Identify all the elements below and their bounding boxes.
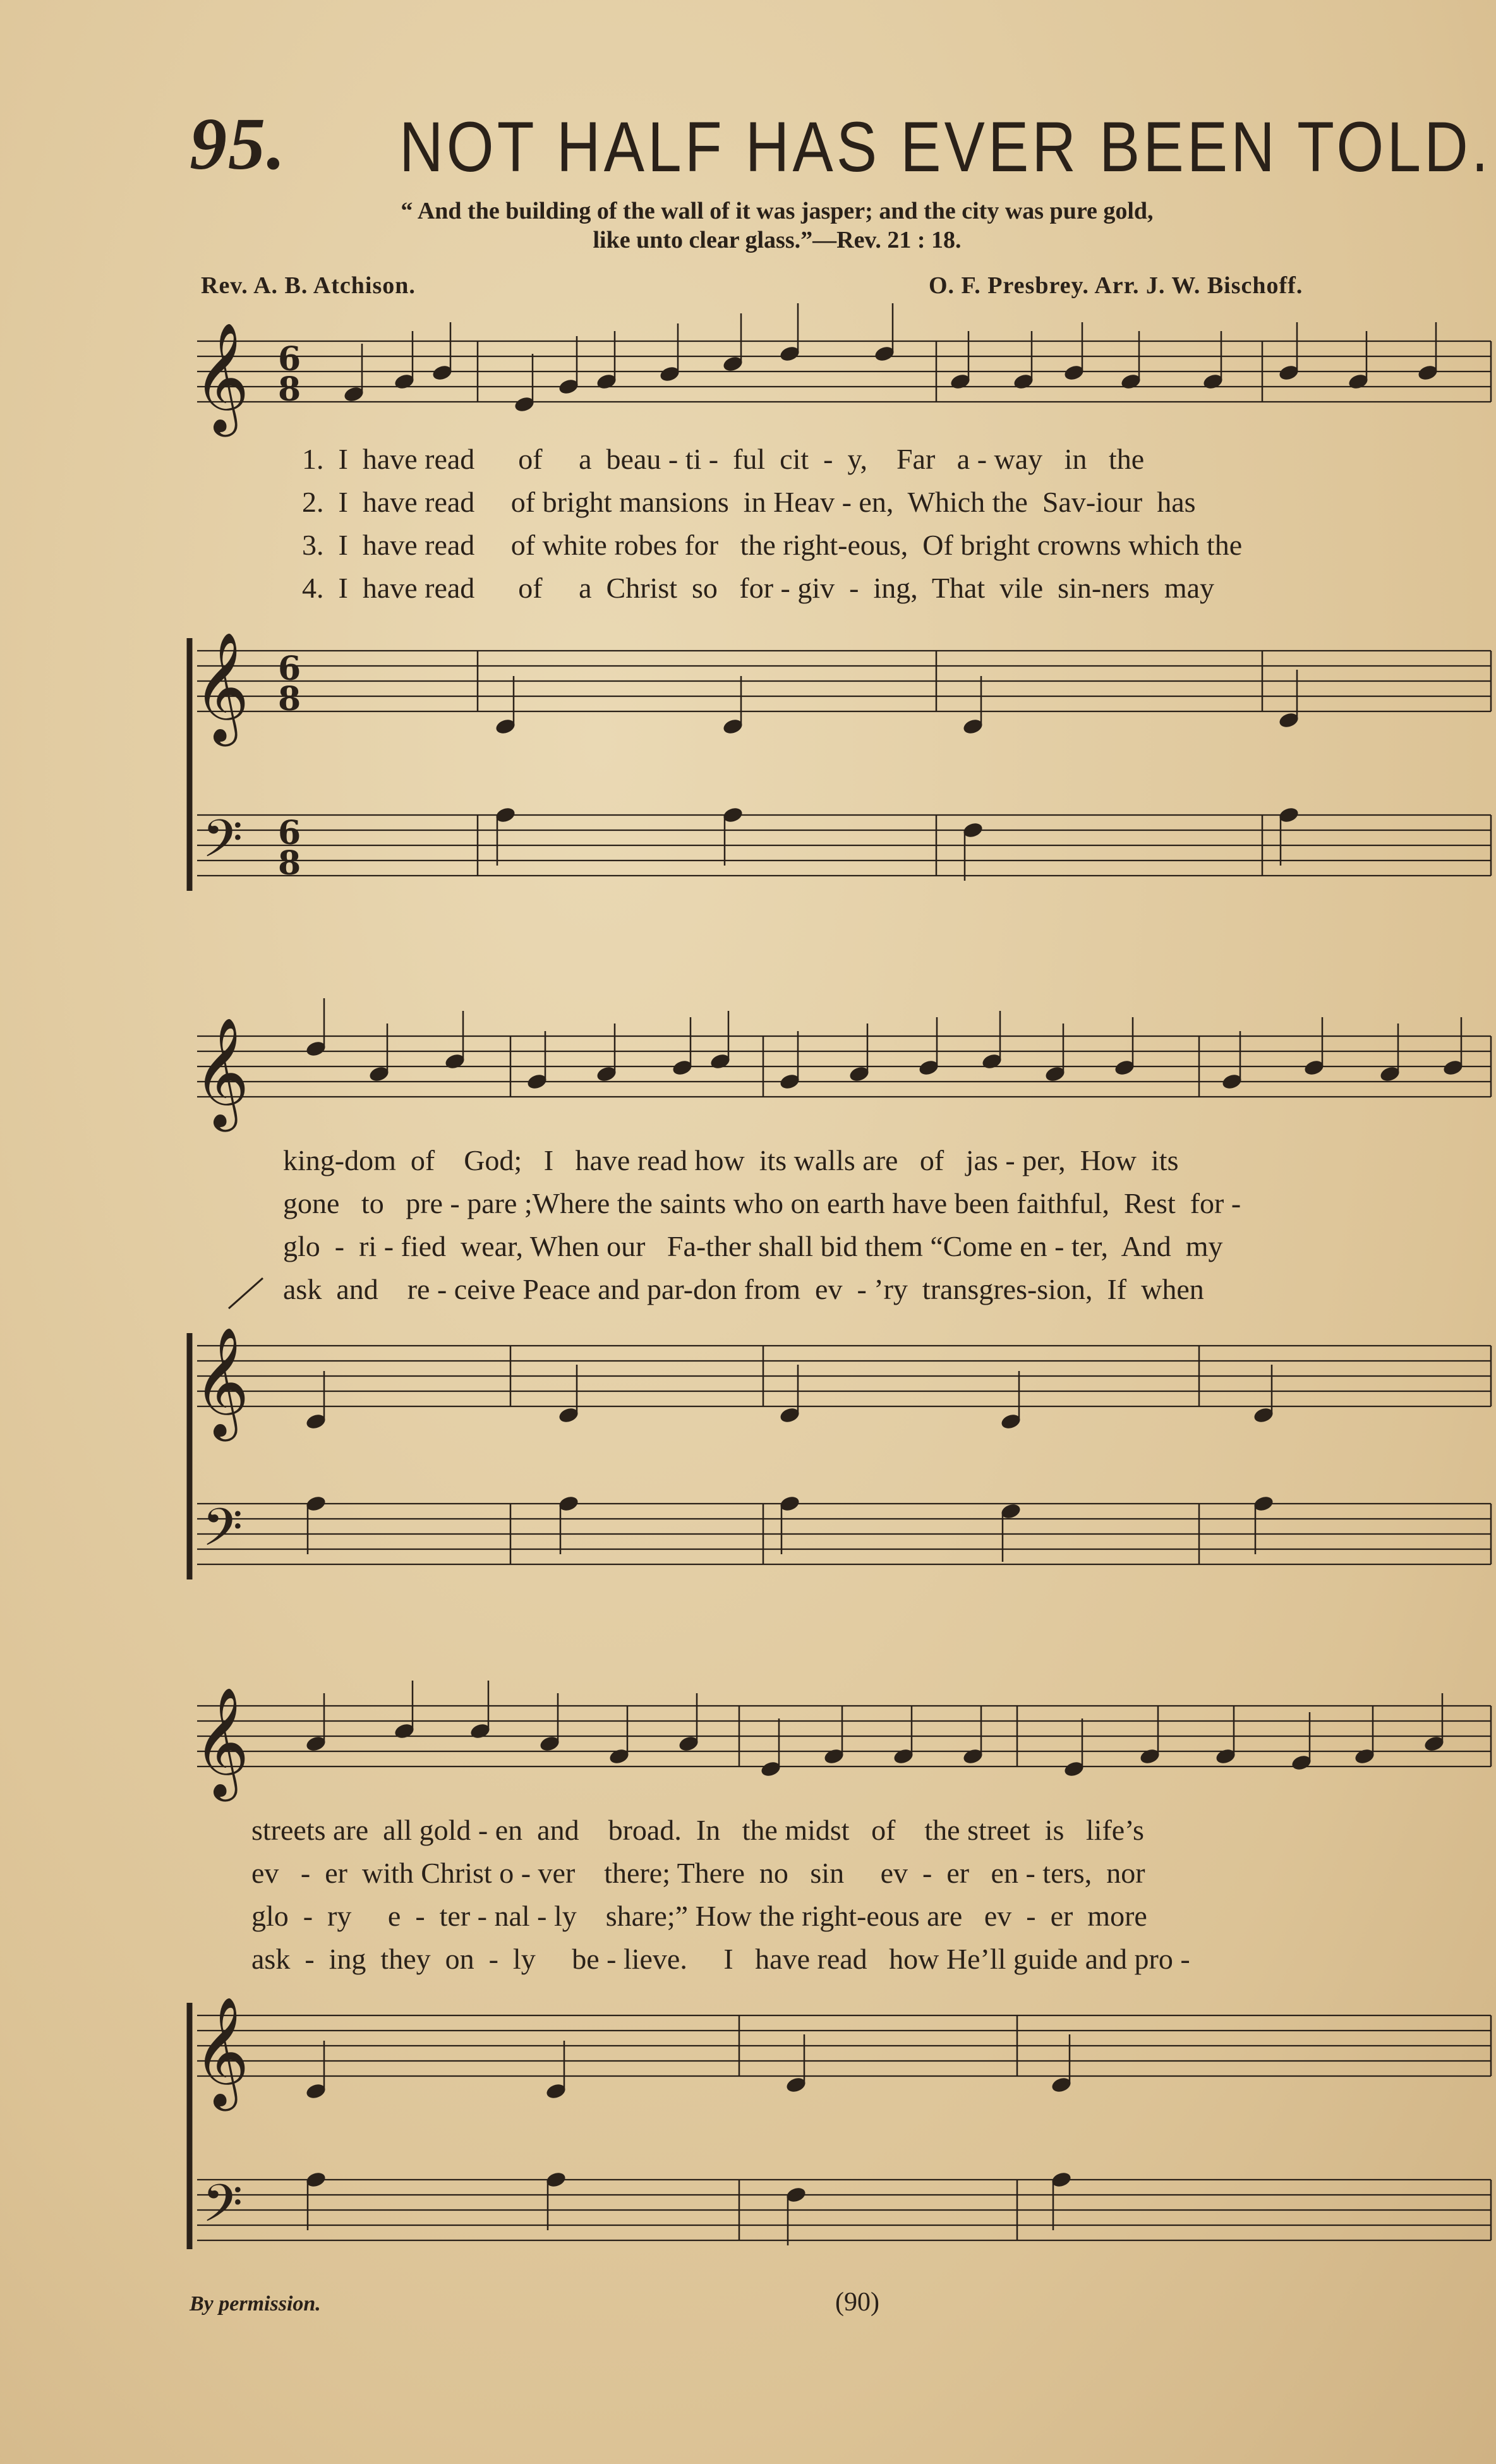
treble-clef-icon: 𝄞 <box>193 632 250 742</box>
lyric-line-verse-4: ask and re - ceive Peace and par-don from ev - ’ry transgres-sion, If when <box>283 1273 1204 1305</box>
time-signature-numerator: 6 <box>278 814 301 852</box>
lyric-line-verse-3: glo - ri - fied wear, When our Fa-ther shall bid them “Come en - ter, And my <box>283 1230 1223 1262</box>
lyric-line-verse-1: 1. I have read of a beau - ti - ful cit - y, Far a - way in the <box>302 443 1145 475</box>
time-signature-denominator: 8 <box>278 370 301 409</box>
lyric-line-verse-3: 3. I have read of white robes for the right-eous, Of bright crowns which the <box>302 529 1243 561</box>
bass-clef-icon: 𝄢 <box>202 1497 243 1571</box>
page-number: (90) <box>835 2288 879 2317</box>
lyric-line-verse-2: gone to pre - pare ;Where the saints who on earth have been faithful, Rest for - <box>283 1187 1241 1219</box>
composer-credit: O. F. Presbrey. Arr. J. W. Bischoff. <box>929 272 1303 299</box>
bass-clef-icon: 𝄢 <box>202 808 243 882</box>
lyric-line-verse-1: king-dom of God; I have read how its walls are of jas - per, How its <box>283 1144 1179 1176</box>
pencil-mark-icon <box>227 1273 265 1311</box>
time-signature-numerator: 6 <box>278 649 301 688</box>
time-signature-numerator: 6 <box>278 340 301 378</box>
treble-clef-icon: 𝄞 <box>193 1687 250 1797</box>
epigraph-line: “ And the building of the wall of it was jasper; and the city was pure gold, <box>401 198 1154 224</box>
hymn-number: 95. <box>190 102 287 185</box>
lyric-line-verse-1: streets are all gold - en and broad. In the midst of the street is life’s <box>251 1814 1144 1846</box>
lyricist-credit: Rev. A. B. Atchison. <box>201 272 416 299</box>
time-signature-denominator: 8 <box>278 844 301 883</box>
lyric-line-verse-4: ask - ing they on - ly be - lieve. I have read how He’ll guide and pro - <box>251 1943 1190 1975</box>
hymn-title: NOT HALF HAS EVER BEEN TOLD. <box>399 107 1492 186</box>
epigraph-line: like unto clear glass.”—Rev. 21 : 18. <box>593 227 962 253</box>
treble-clef-icon: 𝄞 <box>193 1996 250 2106</box>
treble-clef-icon: 𝄞 <box>193 1017 250 1127</box>
treble-clef-icon: 𝄞 <box>193 1327 250 1437</box>
lyric-line-verse-2: ev - er with Christ o - ver there; There no sin ev - er en - ters, nor <box>251 1857 1145 1889</box>
time-signature-denominator: 8 <box>278 680 301 718</box>
lyric-line-verse-3: glo - ry e - ter - nal - ly share;” How the right-eous are ev - er more <box>251 1900 1147 1932</box>
treble-clef-icon: 𝄞 <box>193 322 250 432</box>
lyric-line-verse-4: 4. I have read of a Christ so for - giv - ing, That vile sin-ners may <box>302 572 1215 604</box>
lyric-line-verse-2: 2. I have read of bright mansions in Heav - en, Which the Sav-iour has <box>302 486 1196 518</box>
permission-note: By permission. <box>190 2292 321 2316</box>
bass-clef-icon: 𝄢 <box>202 2173 243 2247</box>
